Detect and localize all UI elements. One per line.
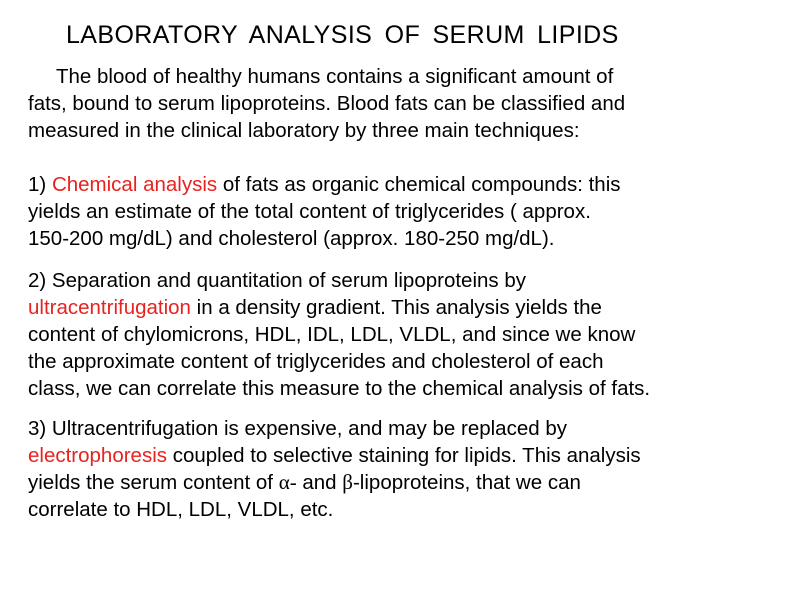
item-3-paragraph: [28, 415, 641, 523]
intro-line: measured in the clinical laboratory by three main techniques:: [28, 119, 580, 142]
intro-paragraph: [28, 63, 625, 144]
item-1-line: [28, 171, 621, 198]
intro-line: The blood of healthy humans contains a significant amount of: [56, 65, 614, 88]
item-2-line: the approximate content of triglycerides and cholesterol of each: [28, 350, 604, 373]
ultracentrifugation-highlight: ultracentrifugation: [28, 296, 191, 319]
item-2-line: 2) Separation and quantitation of serum lipoproteins by: [28, 269, 527, 292]
item-1-line: yields an estimate of the total content of triglycerides ( approx.: [28, 200, 591, 223]
item-1-number: 1): [28, 173, 52, 196]
slide-title: LABORATORY ANALYSIS OF SERUM LIPIDS: [66, 21, 619, 49]
item-2-text: in a density gradient. This analysis yields the: [190, 296, 602, 319]
item-3-text: coupled to selective staining for lipids. This analysis: [167, 444, 641, 467]
item-1-line: 150-200 mg/dL) and cholesterol (approx. 180-250 mg/dL).: [28, 227, 555, 250]
item-1-text: of fats as organic chemical compounds: this: [217, 173, 621, 196]
item-2-line: class, we can correlate this measure to the chemical analysis of fats.: [28, 377, 651, 400]
item-3-line: [28, 469, 641, 496]
item-1-paragraph: [28, 171, 621, 252]
intro-line: fats, bound to serum lipoproteins. Blood fats can be classified and: [28, 92, 626, 115]
item-3-line: correlate to HDL, LDL, VLDL, etc.: [28, 498, 334, 521]
item-3-text: and: [296, 471, 343, 494]
item-2-line: [28, 294, 650, 321]
electrophoresis-highlight: electrophoresis: [28, 444, 168, 467]
chemical-analysis-highlight: Chemical analysis: [51, 173, 218, 196]
item-3-line: [28, 442, 641, 469]
item-3-line: 3) Ultracentrifugation is expensive, and may be replaced by: [28, 417, 567, 440]
item-3-text: -lipoproteins, that we can: [352, 471, 581, 494]
item-2-line: content of chylomicrons, HDL, IDL, LDL, VLDL, and since we know: [28, 323, 636, 346]
item-2-paragraph: [28, 267, 650, 402]
alpha-symbol: α-: [278, 470, 297, 494]
beta-symbol: β: [342, 470, 353, 494]
item-3-text: yields the serum content of: [28, 471, 279, 494]
